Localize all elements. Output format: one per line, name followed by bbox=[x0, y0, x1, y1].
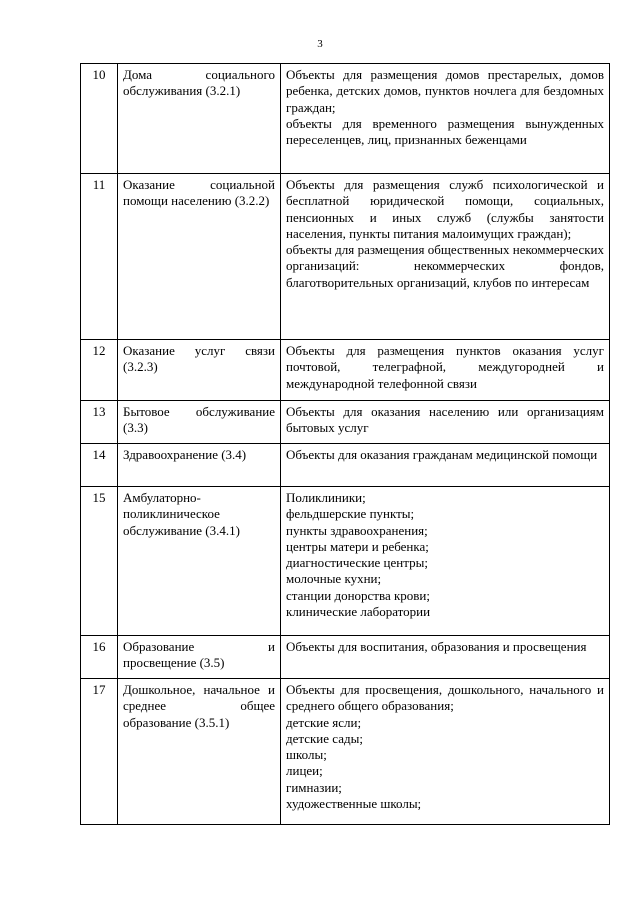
row-description bbox=[281, 340, 610, 401]
row-description bbox=[281, 401, 610, 444]
row-number: 10 bbox=[81, 64, 118, 174]
row-number: 13 bbox=[81, 401, 118, 444]
row-description bbox=[281, 174, 610, 340]
description-line: детские сады; bbox=[286, 730, 363, 746]
row-name: Образование и просвещение (3.5) bbox=[118, 636, 281, 679]
description-line: фельдшерские пункты; bbox=[286, 506, 415, 522]
row-name: Дошкольное, начальное и среднее общее образование (3.5.1) bbox=[118, 679, 281, 825]
description-line: клинические лаборатории bbox=[286, 604, 431, 620]
description-line: пункты здравоохранения; bbox=[286, 522, 428, 538]
row-number: 16 bbox=[81, 636, 118, 679]
description-line: Объекты для размещения домов престарелых, домов ребенка, детских домов, пунктов ночлега для бездомных граждан; bbox=[286, 67, 604, 115]
description-line: художественные школы; bbox=[286, 796, 422, 812]
table-row bbox=[81, 444, 610, 487]
table-row bbox=[81, 340, 610, 401]
row-name: Амбулаторно-поликлиническое обслуживание (3.4.1) bbox=[118, 487, 281, 636]
description-line: гимназии; bbox=[286, 779, 342, 795]
description-line: Объекты для размещения пунктов оказания услуг почтовой, телеграфной, междугородней и международной телефонной связи bbox=[286, 343, 604, 391]
row-name: Здравоохранение (3.4) bbox=[118, 444, 281, 487]
row-number: 15 bbox=[81, 487, 118, 636]
description-line: диагностические центры; bbox=[286, 555, 428, 571]
row-description bbox=[281, 487, 610, 636]
row-description bbox=[281, 636, 610, 679]
description-line: Объекты для воспитания, образования и просвещения bbox=[286, 639, 587, 654]
description-line: объекты для временного размещения вынужденных переселенцев, лиц, признанных беженцами bbox=[286, 115, 604, 148]
row-number: 14 bbox=[81, 444, 118, 487]
page-number: 3 bbox=[317, 38, 323, 50]
description-line: школы; bbox=[286, 747, 327, 763]
description-line: Объекты для просвещения, дошкольного, начального и среднего общего образования; bbox=[286, 682, 604, 714]
description-line: центры матери и ребенка; bbox=[286, 538, 429, 554]
table-row bbox=[81, 401, 610, 444]
table-body bbox=[81, 64, 610, 825]
table-row bbox=[81, 679, 610, 825]
row-number: 11 bbox=[81, 174, 118, 340]
land-use-table bbox=[80, 63, 610, 825]
table-row bbox=[81, 64, 610, 174]
table-row bbox=[81, 636, 610, 679]
description-line: детские ясли; bbox=[286, 714, 362, 730]
description-line: станции донорства крови; bbox=[286, 587, 430, 603]
row-number: 17 bbox=[81, 679, 118, 825]
description-line: молочные кухни; bbox=[286, 571, 382, 587]
row-description bbox=[281, 444, 610, 487]
description-line: объекты для размещения общественных некоммерческих организаций: некоммерческих фондов, благотворительных организаций, клубов по интересам bbox=[286, 242, 604, 290]
row-name: Бытовое обслуживание (3.3) bbox=[118, 401, 281, 444]
row-number: 12 bbox=[81, 340, 118, 401]
table-row bbox=[81, 487, 610, 636]
row-name: Дома социального обслуживания (3.2.1) bbox=[118, 64, 281, 174]
row-name: Оказание социальной помощи населению (3.2.2) bbox=[118, 174, 281, 340]
description-line: лицеи; bbox=[286, 763, 323, 779]
row-description bbox=[281, 64, 610, 174]
row-description bbox=[281, 679, 610, 825]
description-line: Объекты для оказания гражданам медицинской помощи bbox=[286, 447, 598, 462]
description-line: Объекты для оказания населению или организациям бытовых услуг bbox=[286, 404, 604, 436]
table-row bbox=[81, 174, 610, 340]
description-line: Объекты для размещения служб психологической и бесплатной юридической помощи, социальных, пенсионных и иных служб (службы занятости населения, пункты питания малоимущих граждан); bbox=[286, 177, 604, 241]
row-name: Оказание услуг связи (3.2.3) bbox=[118, 340, 281, 401]
description-line: Поликлиники; bbox=[286, 490, 366, 505]
